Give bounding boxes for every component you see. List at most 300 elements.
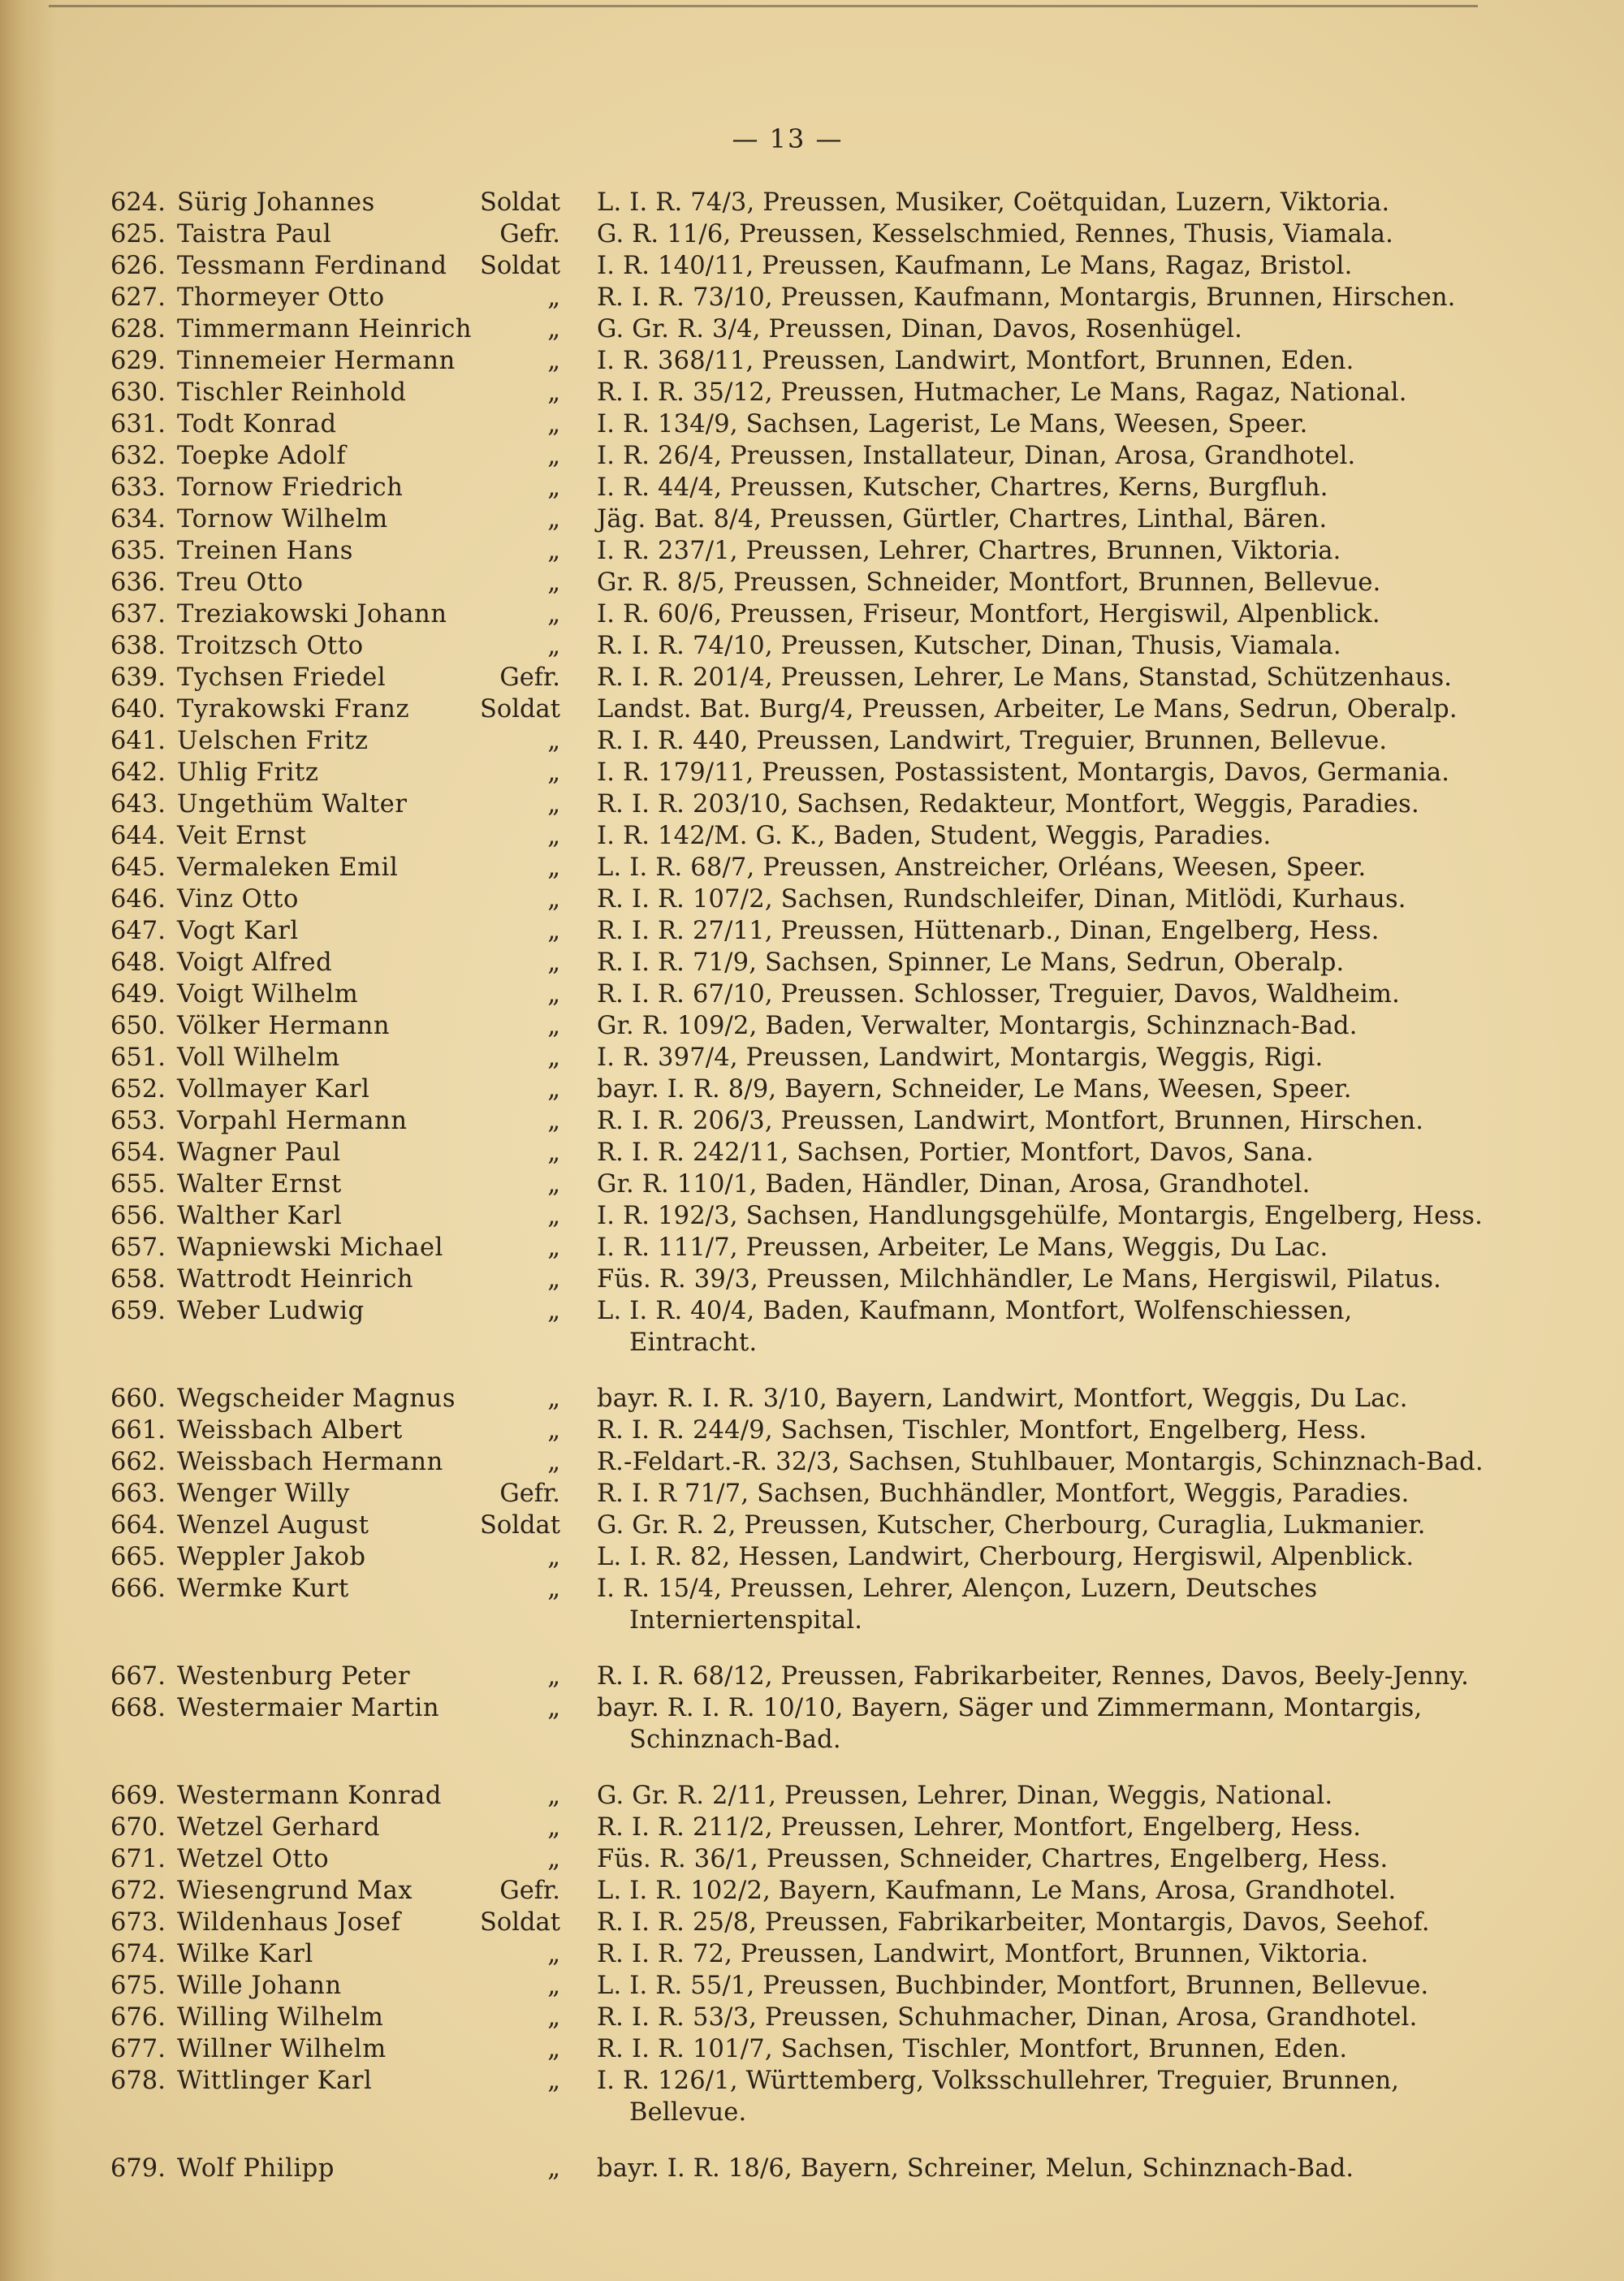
- entry-number: 656.: [110, 1202, 166, 1230]
- entry-rank: „: [547, 1107, 560, 1135]
- entry-rank: „: [547, 568, 560, 597]
- entry-number: 649.: [110, 980, 166, 1009]
- entry-name: Westenburg Peter: [177, 1662, 411, 1691]
- entry-row: [0, 598, 1624, 630]
- entry-number: 637.: [110, 600, 166, 629]
- entry-row: [0, 693, 1624, 725]
- entry-rank: „: [547, 948, 560, 977]
- entry-row: [0, 1573, 1624, 1636]
- entry-number: 644.: [110, 822, 166, 850]
- entry-row: [0, 1875, 1624, 1907]
- entry-row: [0, 1383, 1624, 1415]
- entry-details: [597, 2002, 1478, 2033]
- entry-name: Tessmann Ferdinand: [177, 252, 447, 280]
- entry-row: [0, 1970, 1624, 2002]
- entry-row: [0, 1010, 1624, 1042]
- entry-number: 641.: [110, 727, 166, 755]
- entry-details-line: I. R. 368/11, Preussen, Landwirt, Montfort, Brunnen, Eden.: [597, 347, 1354, 375]
- entry-details-line: R. I. R. 203/10, Sachsen, Redakteur, Montfort, Weggis, Paradies.: [597, 790, 1419, 819]
- entry-number: 640.: [110, 695, 166, 724]
- entry-rank: „: [547, 600, 560, 629]
- entry-details-line: R. I. R. 74/10, Preussen, Kutscher, Dinan, Thusis, Viamala.: [597, 632, 1341, 660]
- entry-details-continuation: Schinznach-Bad.: [629, 1726, 841, 1754]
- entry-name: Sürig Johannes: [177, 188, 375, 217]
- entry-row: [0, 1510, 1624, 1541]
- entry-rank: „: [547, 1575, 560, 1603]
- entry-name: Tyrakowski Franz: [177, 695, 410, 724]
- entry-row: [0, 472, 1624, 503]
- entry-details: [597, 947, 1478, 978]
- entry-details: [597, 1541, 1478, 1573]
- entry-name: Troitzsch Otto: [177, 632, 364, 660]
- entry-rank: „: [547, 442, 560, 470]
- entry-rank: „: [547, 1782, 560, 1810]
- entry-name: Vogt Karl: [177, 917, 299, 945]
- entry-number: 651.: [110, 1043, 166, 1072]
- entry-row: [0, 1692, 1624, 1756]
- entry-number: 672.: [110, 1877, 166, 1905]
- entry-rank: „: [547, 2154, 560, 2183]
- entry-name: Wenger Willy: [177, 1480, 350, 1508]
- entry-details: [597, 757, 1478, 788]
- entry-details: [597, 662, 1478, 693]
- entry-number: 633.: [110, 473, 166, 502]
- entry-rank: „: [547, 1170, 560, 1199]
- entry-number: 671.: [110, 1845, 166, 1873]
- entry-details-line: I. R. 140/11, Preussen, Kaufmann, Le Mans, Ragaz, Bristol.: [597, 252, 1353, 280]
- entry-rank: „: [547, 2003, 560, 2032]
- entry-number: 643.: [110, 790, 166, 819]
- entry-row: [0, 915, 1624, 947]
- entry-name: Weissbach Hermann: [177, 1448, 443, 1476]
- entry-row: [0, 978, 1624, 1010]
- entry-rank: „: [547, 1416, 560, 1445]
- entry-number: 676.: [110, 2003, 166, 2032]
- entry-row: [0, 1137, 1624, 1169]
- entry-rank: „: [547, 2035, 560, 2063]
- entry-row: [0, 1074, 1624, 1105]
- page-number: — 13 —: [732, 123, 844, 154]
- entry-name: Vermaleken Emil: [177, 853, 399, 882]
- entry-number: 653.: [110, 1107, 166, 1135]
- entry-name: Veit Ernst: [177, 822, 307, 850]
- entry-details-line: Landst. Bat. Burg/4, Preussen, Arbeiter, Le Mans, Sedrun, Oberalp.: [597, 695, 1458, 724]
- entry-number: 647.: [110, 917, 166, 945]
- entry-row: [0, 1541, 1624, 1573]
- entry-number: 636.: [110, 568, 166, 597]
- entry-name: Wermke Kurt: [177, 1575, 349, 1603]
- entry-rank: „: [547, 410, 560, 438]
- entry-details: [597, 1105, 1478, 1137]
- entry-rank: „: [547, 1265, 560, 1294]
- entry-number: 642.: [110, 758, 166, 787]
- entry-details-line: Gr. R. 110/1, Baden, Händler, Dinan, Arosa, Grandhotel.: [597, 1170, 1311, 1199]
- entry-name: Wilke Karl: [177, 1940, 313, 1968]
- entry-number: 646.: [110, 885, 166, 914]
- entry-details: [597, 377, 1478, 408]
- entry-details-line: L. I. R. 40/4, Baden, Kaufmann, Montfort, Wolfenschiessen,: [597, 1297, 1353, 1325]
- entry-details: [597, 250, 1478, 282]
- entry-number: 634.: [110, 505, 166, 534]
- entry-row: [0, 820, 1624, 852]
- entry-details-line: L. I. R. 74/3, Preussen, Musiker, Coëtquidan, Luzern, Viktoria.: [597, 188, 1390, 217]
- entry-details: [597, 1573, 1478, 1636]
- entry-details: [597, 1232, 1478, 1264]
- entry-details-line: R. I. R. 107/2, Sachsen, Rundschleifer, Dinan, Mitlödi, Kurhaus.: [597, 885, 1406, 914]
- entry-details: [597, 503, 1478, 535]
- entry-details: [597, 1780, 1478, 1812]
- entry-number: 659.: [110, 1297, 166, 1325]
- entry-number: 661.: [110, 1416, 166, 1445]
- entry-name: Tychsen Friedel: [177, 663, 387, 692]
- entry-name: Taistra Paul: [177, 220, 332, 248]
- entry-row: [0, 408, 1624, 440]
- entry-details: [597, 1383, 1478, 1415]
- entry-name: Weissbach Albert: [177, 1416, 403, 1445]
- entry-details-line: R. I. R. 25/8, Preussen, Fabrikarbeiter, Montargis, Davos, Seehof.: [597, 1908, 1430, 1937]
- entry-details-continuation: Interniertenspital.: [629, 1606, 863, 1635]
- entry-details-line: G. Gr. R. 3/4, Preussen, Dinan, Davos, Rosenhügel.: [597, 315, 1242, 343]
- entry-name: Voigt Wilhelm: [177, 980, 359, 1009]
- entry-details-line: I. R. 237/1, Preussen, Lehrer, Chartres, Brunnen, Viktoria.: [597, 537, 1341, 565]
- entry-name: Westermann Konrad: [177, 1782, 442, 1810]
- entry-row: [0, 1938, 1624, 1970]
- entry-rank: „: [547, 917, 560, 945]
- entry-row: [0, 788, 1624, 820]
- entry-number: 679.: [110, 2154, 166, 2183]
- entry-row: [0, 1415, 1624, 1446]
- entry-row: [0, 1200, 1624, 1232]
- entry-number: 660.: [110, 1385, 166, 1413]
- entry-number: 673.: [110, 1908, 166, 1937]
- entry-number: 629.: [110, 347, 166, 375]
- entry-details: [597, 820, 1478, 852]
- entry-details: [597, 598, 1478, 630]
- entry-rank: Gefr.: [499, 1877, 560, 1905]
- entry-details-line: R. I. R. 440, Preussen, Landwirt, Treguier, Brunnen, Bellevue.: [597, 727, 1388, 755]
- entry-row: [0, 313, 1624, 345]
- entry-details: [597, 1938, 1478, 1970]
- entry-details-line: R. I. R. 68/12, Preussen, Fabrikarbeiter, Rennes, Davos, Beely-Jenny.: [597, 1662, 1469, 1691]
- entry-details: [597, 1042, 1478, 1074]
- entry-rank: Soldat: [480, 1908, 560, 1937]
- entry-name: Vorpahl Hermann: [177, 1107, 408, 1135]
- entry-rank: „: [547, 347, 560, 375]
- entry-details-line: bayr. R. I. R. 3/10, Bayern, Landwirt, Montfort, Weggis, Du Lac.: [597, 1385, 1408, 1413]
- entry-details-line: L. I. R. 82, Hessen, Landwirt, Cherbourg, Hergiswil, Alpenblick.: [597, 1543, 1415, 1571]
- entry-details: [597, 1137, 1478, 1169]
- entry-rank: „: [547, 1940, 560, 1968]
- entry-details-line: Füs. R. 39/3, Preussen, Milchhändler, Le Mans, Hergiswil, Pilatus.: [597, 1265, 1442, 1294]
- entry-details-line: R. I. R. 201/4, Preussen, Lehrer, Le Mans, Stanstad, Schützenhaus.: [597, 663, 1453, 692]
- entry-rank: Soldat: [480, 695, 560, 724]
- entry-details-line: I. R. 126/1, Württemberg, Volksschullehrer, Treguier, Brunnen,: [597, 2067, 1400, 2095]
- entry-row: [0, 947, 1624, 978]
- entry-number: 665.: [110, 1543, 166, 1571]
- entry-rank: „: [547, 980, 560, 1009]
- entry-details: [597, 440, 1478, 472]
- entry-details: [597, 2153, 1478, 2184]
- entry-details: [597, 282, 1478, 313]
- entry-row: [0, 282, 1624, 313]
- entry-details: [597, 630, 1478, 662]
- entry-row: [0, 1780, 1624, 1812]
- entry-details-line: I. R. 179/11, Preussen, Postassistent, Montargis, Davos, Germania.: [597, 758, 1450, 787]
- entry-details-line: Gr. R. 8/5, Preussen, Schneider, Montfort, Brunnen, Bellevue.: [597, 568, 1381, 597]
- entry-name: Todt Konrad: [177, 410, 337, 438]
- entry-row: [0, 377, 1624, 408]
- entry-details: [597, 1415, 1478, 1446]
- entry-number: 678.: [110, 2067, 166, 2095]
- entry-rank: Gefr.: [499, 220, 560, 248]
- entry-rank: „: [547, 1233, 560, 1262]
- entry-rank: „: [547, 1297, 560, 1325]
- entry-details: [597, 788, 1478, 820]
- entry-details-line: bayr. I. R. 18/6, Bayern, Schreiner, Melun, Schinznach-Bad.: [597, 2154, 1354, 2183]
- entry-number: 663.: [110, 1480, 166, 1508]
- entry-row: [0, 567, 1624, 598]
- entry-details-line: L. I. R. 68/7, Preussen, Anstreicher, Orléans, Weesen, Speer.: [597, 853, 1367, 882]
- entry-name: Wittlinger Karl: [177, 2067, 373, 2095]
- entry-row: [0, 2033, 1624, 2065]
- entry-number: 645.: [110, 853, 166, 882]
- entry-number: 631.: [110, 410, 166, 438]
- entry-rank: „: [547, 1075, 560, 1104]
- entry-name: Wattrodt Heinrich: [177, 1265, 414, 1294]
- entry-rank: Gefr.: [499, 663, 560, 692]
- entry-rank: „: [547, 822, 560, 850]
- entry-details: [597, 1074, 1478, 1105]
- entry-name: Tornow Wilhelm: [177, 505, 388, 534]
- entry-row: [0, 2002, 1624, 2033]
- entry-details: [597, 978, 1478, 1010]
- entry-name: Walther Karl: [177, 1202, 343, 1230]
- entry-number: 626.: [110, 252, 166, 280]
- entry-details-line: bayr. R. I. R. 10/10, Bayern, Säger und Zimmermann, Montargis,: [597, 1694, 1423, 1722]
- entry-row: [0, 1042, 1624, 1074]
- entry-details-line: I. R. 134/9, Sachsen, Lagerist, Le Mans, Weesen, Speer.: [597, 410, 1308, 438]
- entry-number: 650.: [110, 1012, 166, 1040]
- entry-row: [0, 883, 1624, 915]
- entry-row: [0, 1907, 1624, 1938]
- entry-details-line: R. I. R. 242/11, Sachsen, Portier, Montfort, Davos, Sana.: [597, 1138, 1314, 1167]
- entry-rank: „: [547, 632, 560, 660]
- entry-row: [0, 250, 1624, 282]
- entry-name: Tornow Friedrich: [177, 473, 404, 502]
- entry-details: [597, 1446, 1484, 1478]
- entry-details-line: R. I. R. 72, Preussen, Landwirt, Montfort, Brunnen, Viktoria.: [597, 1940, 1369, 1968]
- entry-number: 670.: [110, 1813, 166, 1842]
- entry-number: 655.: [110, 1170, 166, 1199]
- entry-name: Treziakowski Johann: [177, 600, 447, 629]
- entry-details: [597, 2065, 1478, 2128]
- entry-number: 654.: [110, 1138, 166, 1167]
- entry-rank: „: [547, 1845, 560, 1873]
- entry-details-line: I. R. 142/M. G. K., Baden, Student, Weggis, Paradies.: [597, 822, 1272, 850]
- entry-row: [0, 757, 1624, 788]
- entry-rank: „: [547, 885, 560, 914]
- entry-row: [0, 1295, 1624, 1359]
- entry-details: [597, 1812, 1478, 1843]
- entry-name: Wagner Paul: [177, 1138, 341, 1167]
- entry-details: [597, 472, 1478, 503]
- entry-details-line: L. I. R. 102/2, Bayern, Kaufmann, Le Mans, Arosa, Grandhotel.: [597, 1877, 1397, 1905]
- entry-name: Wegscheider Magnus: [177, 1385, 456, 1413]
- entry-rank: „: [547, 1662, 560, 1691]
- entry-details: [597, 535, 1478, 567]
- entry-details-line: R. I. R. 53/3, Preussen, Schuhmacher, Dinan, Arosa, Grandhotel.: [597, 2003, 1418, 2032]
- entry-details-line: I. R. 397/4, Preussen, Landwirt, Montargis, Weggis, Rigi.: [597, 1043, 1324, 1072]
- entry-number: 664.: [110, 1511, 166, 1540]
- entry-name: Ungethüm Walter: [177, 790, 408, 819]
- entry-name: Völker Hermann: [177, 1012, 391, 1040]
- entry-details: [597, 1200, 1484, 1232]
- entry-rank: „: [547, 315, 560, 343]
- entry-rank: „: [547, 1694, 560, 1722]
- entry-details-line: G. Gr. R. 2/11, Preussen, Lehrer, Dinan, Weggis, National.: [597, 1782, 1333, 1810]
- entry-details-continuation: Eintracht.: [629, 1328, 758, 1357]
- entry-row: [0, 1446, 1624, 1478]
- entry-row: [0, 503, 1624, 535]
- entry-details: [597, 408, 1478, 440]
- entry-row: [0, 1843, 1624, 1875]
- entry-details: [597, 883, 1478, 915]
- entry-rank: Gefr.: [499, 1480, 560, 1508]
- entry-number: 627.: [110, 283, 166, 312]
- entry-details: [597, 1843, 1478, 1875]
- entry-details-line: G. R. 11/6, Preussen, Kesselschmied, Rennes, Thusis, Viamala.: [597, 220, 1394, 248]
- entry-details-line: R. I. R. 71/9, Sachsen, Spinner, Le Mans, Sedrun, Oberalp.: [597, 948, 1345, 977]
- entry-details-line: I. R. 44/4, Preussen, Kutscher, Chartres, Kerns, Burgfluh.: [597, 473, 1328, 502]
- entry-row: [0, 2065, 1624, 2128]
- entry-rank: „: [547, 283, 560, 312]
- entry-name: Wolf Philipp: [177, 2154, 335, 2183]
- entry-number: 648.: [110, 948, 166, 977]
- entry-name: Wetzel Otto: [177, 1845, 330, 1873]
- entry-rank: „: [547, 1972, 560, 2000]
- entry-rank: „: [547, 1012, 560, 1040]
- entry-details-line: R.-Feldart.-R. 32/3, Sachsen, Stuhlbauer, Montargis, Schinznach-Bad.: [597, 1448, 1484, 1476]
- entry-row: [0, 1105, 1624, 1137]
- entry-number: 662.: [110, 1448, 166, 1476]
- entry-rank: „: [547, 1138, 560, 1167]
- entry-details: [597, 1510, 1478, 1541]
- entry-row: [0, 725, 1624, 757]
- entry-name: Wenzel August: [177, 1511, 369, 1540]
- entry-name: Vollmayer Karl: [177, 1075, 370, 1104]
- entry-rank: „: [547, 790, 560, 819]
- entry-number: 652.: [110, 1075, 166, 1104]
- entry-details-line: R. I. R. 73/10, Preussen, Kaufmann, Montargis, Brunnen, Hirschen.: [597, 283, 1456, 312]
- entry-name: Uelschen Fritz: [177, 727, 369, 755]
- entry-details: [597, 1907, 1478, 1938]
- entry-rank: „: [547, 1202, 560, 1230]
- entry-details-line: I. R. 60/6, Preussen, Friseur, Montfort, Hergiswil, Alpenblick.: [597, 600, 1380, 629]
- entry-row: [0, 1812, 1624, 1843]
- entry-details: [597, 1692, 1478, 1756]
- entry-number: 668.: [110, 1694, 166, 1722]
- entry-details: [597, 1478, 1478, 1510]
- entry-name: Wiesengrund Max: [177, 1877, 413, 1905]
- entry-details-line: bayr. I. R. 8/9, Bayern, Schneider, Le Mans, Weesen, Speer.: [597, 1075, 1352, 1104]
- entry-details-line: R. I. R. 27/11, Preussen, Hüttenarb., Dinan, Engelberg, Hess.: [597, 917, 1380, 945]
- entry-details: [597, 693, 1478, 725]
- entry-rank: „: [547, 2067, 560, 2095]
- entry-name: Wapniewski Michael: [177, 1233, 444, 1262]
- entry-rank: „: [547, 853, 560, 882]
- entry-row: [0, 345, 1624, 377]
- entry-row: [0, 187, 1624, 218]
- entry-rank: Soldat: [480, 188, 560, 217]
- entry-name: Weber Ludwig: [177, 1297, 365, 1325]
- entry-name: Voll Wilhelm: [177, 1043, 340, 1072]
- entry-number: 677.: [110, 2035, 166, 2063]
- entry-name: Vinz Otto: [177, 885, 299, 914]
- entry-rank: Soldat: [480, 252, 560, 280]
- entry-details-line: G. Gr. R. 2, Preussen, Kutscher, Cherbourg, Curaglia, Lukmanier.: [597, 1511, 1426, 1540]
- entry-details-line: R. I. R. 206/3, Preussen, Landwirt, Montfort, Brunnen, Hirschen.: [597, 1107, 1424, 1135]
- entry-row: [0, 535, 1624, 567]
- entry-rank: „: [547, 1543, 560, 1571]
- entry-details: [597, 1661, 1478, 1692]
- entry-number: 666.: [110, 1575, 166, 1603]
- entry-rank: „: [547, 537, 560, 565]
- entry-rank: „: [547, 1385, 560, 1413]
- entry-details-line: R. I. R. 67/10, Preussen. Schlosser, Treguier, Davos, Waldheim.: [597, 980, 1400, 1009]
- entry-details: [597, 725, 1478, 757]
- entry-details: [597, 345, 1478, 377]
- entry-number: 625.: [110, 220, 166, 248]
- entry-rank: Soldat: [480, 1511, 560, 1540]
- entry-details-line: R. I. R. 101/7, Sachsen, Tischler, Montfort, Brunnen, Eden.: [597, 2035, 1348, 2063]
- entry-row: [0, 2153, 1624, 2184]
- entry-row: [0, 440, 1624, 472]
- entry-number: 630.: [110, 378, 166, 407]
- entry-name: Wille Johann: [177, 1972, 342, 2000]
- entry-details: [597, 567, 1478, 598]
- entry-details: [597, 1010, 1478, 1042]
- entry-row: [0, 1169, 1624, 1200]
- entry-row: [0, 662, 1624, 693]
- entry-name: Treinen Hans: [177, 537, 354, 565]
- entry-row: [0, 852, 1624, 883]
- entry-name: Weppler Jakob: [177, 1543, 366, 1571]
- entry-details-line: Gr. R. 109/2, Baden, Verwalter, Montargis, Schinznach-Bad.: [597, 1012, 1358, 1040]
- entry-name: Treu Otto: [177, 568, 304, 597]
- entry-name: Toepke Adolf: [177, 442, 347, 470]
- entry-rank: „: [547, 473, 560, 502]
- entry-number: 638.: [110, 632, 166, 660]
- entry-details-line: R. I. R. 35/12, Preussen, Hutmacher, Le Mans, Ragaz, National.: [597, 378, 1407, 407]
- entry-row: [0, 630, 1624, 662]
- entry-rank: „: [547, 1043, 560, 1072]
- entry-details: [597, 852, 1478, 883]
- entry-row: [0, 1264, 1624, 1295]
- entry-name: Tinnemeier Hermann: [177, 347, 456, 375]
- entry-number: 628.: [110, 315, 166, 343]
- entry-name: Willing Wilhelm: [177, 2003, 384, 2032]
- entry-number: 639.: [110, 663, 166, 692]
- entry-row: [0, 1232, 1624, 1264]
- entry-rank: „: [547, 505, 560, 534]
- entry-number: 658.: [110, 1265, 166, 1294]
- entry-details: [597, 915, 1478, 947]
- entry-details-line: I. R. 111/7, Preussen, Arbeiter, Le Mans, Weggis, Du Lac.: [597, 1233, 1328, 1262]
- entry-name: Thormeyer Otto: [177, 283, 385, 312]
- entry-name: Walter Ernst: [177, 1170, 342, 1199]
- entry-name: Uhlig Fritz: [177, 758, 319, 787]
- entry-name: Willner Wilhelm: [177, 2035, 387, 2063]
